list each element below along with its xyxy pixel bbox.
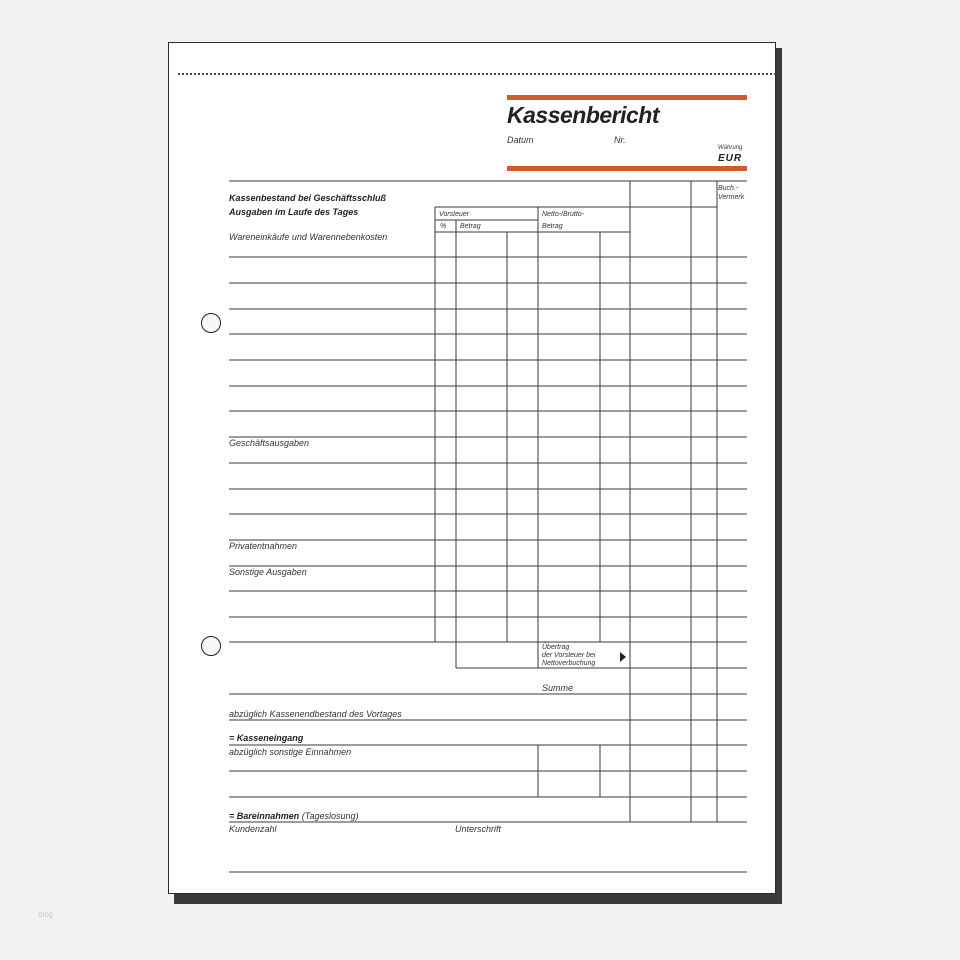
page-title: Kassenbericht xyxy=(507,102,660,128)
watermark: blog xyxy=(38,910,54,919)
label-tageslosung: (Tageslosung) xyxy=(301,811,359,821)
label-unterschrift: Unterschrift xyxy=(455,824,502,834)
label-abzueglich-einnahmen: abzüglich sonstige Einnahmen xyxy=(229,747,352,757)
label-uebertrag-1: Übertrag xyxy=(542,644,570,651)
label-privatentnahmen: Privatentnahmen xyxy=(229,541,298,551)
datum-label: Datum xyxy=(507,135,534,145)
col-vorsteuer-header: Vorsteuer xyxy=(439,211,470,218)
col-percent-header: % xyxy=(440,223,447,230)
waehrung-label: Währung xyxy=(718,145,743,151)
currency-value: EUR xyxy=(718,153,743,164)
col-netto-betrag-header: Betrag xyxy=(542,223,563,230)
label-kasseneingang: = Kasseneingang xyxy=(229,733,304,743)
col-netto-header: Netto-/Brutto- xyxy=(542,211,585,218)
label-bareinnahmen: = Bareinnahmen xyxy=(229,811,300,821)
col-buch-header-1: Buch.- xyxy=(718,185,739,192)
heading-ausgaben: Ausgaben im Laufe des Tages xyxy=(229,207,359,217)
col-betrag-header: Betrag xyxy=(460,223,481,230)
label-uebertrag-3: Nettoverbuchung xyxy=(542,660,596,667)
label-bareinnahmen-row xyxy=(229,812,359,821)
label-kundenzahl: Kundenzahl xyxy=(229,824,277,834)
col-buch-header-2: Vermerk xyxy=(718,194,745,201)
label-geschaeftsausgaben: Geschäftsausgaben xyxy=(229,438,310,448)
label-wareneinkaeufe: Wareneinkäufe und Warennebenkosten xyxy=(229,232,388,242)
nr-label: Nr. xyxy=(614,135,626,145)
label-abzueglich-vortag: abzüglich Kassenendbestand des Vortages xyxy=(229,709,402,719)
label-uebertrag-2: der Vorsteuer bei xyxy=(542,652,596,659)
heading-kassenbestand: Kassenbestand bei Geschäftsschluß xyxy=(229,193,387,203)
uebertrag-arrow-icon xyxy=(620,652,626,662)
label-summe: Summe xyxy=(542,683,574,693)
label-sonstige-ausgaben: Sonstige Ausgaben xyxy=(229,567,307,577)
